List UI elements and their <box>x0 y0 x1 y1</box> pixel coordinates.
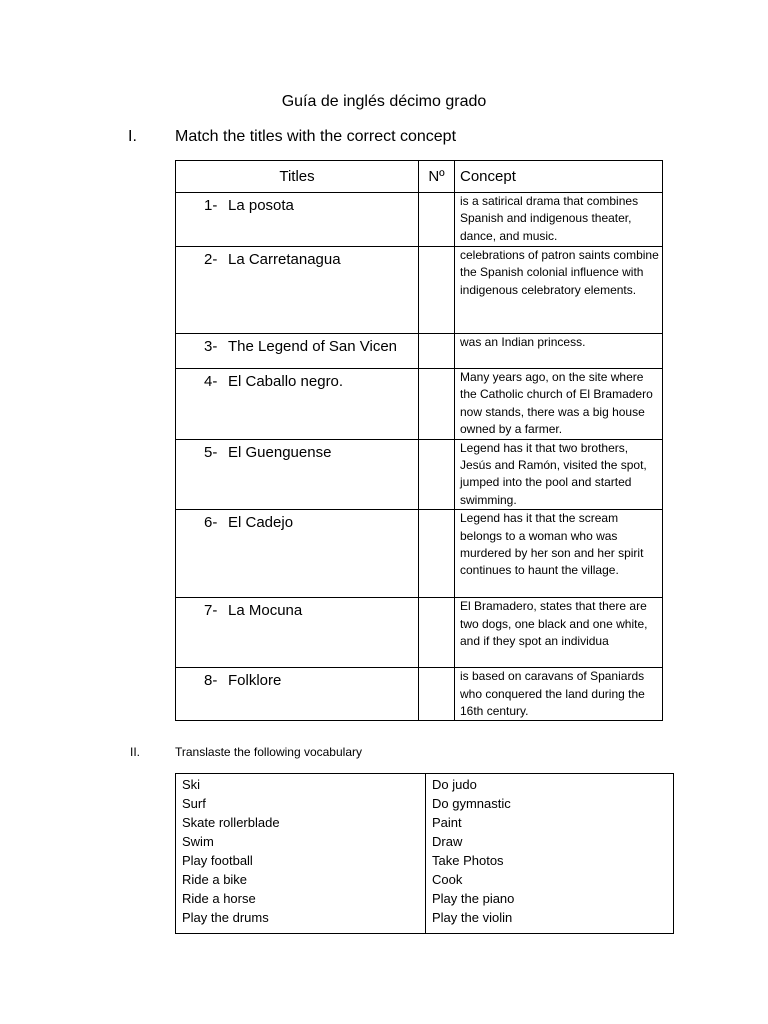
vocab-item: Play the violin <box>432 910 513 925</box>
title-number: 3- <box>204 338 218 355</box>
table-row <box>176 439 663 510</box>
table-row <box>176 510 663 598</box>
vocab-item: Do gymnastic <box>432 796 511 811</box>
header-titles: Titles <box>176 161 419 193</box>
title-cell <box>176 668 419 721</box>
vocab-item: Cook <box>432 872 463 887</box>
section-2-instruction: Translaste the following vocabulary <box>175 745 362 759</box>
table-row <box>176 334 663 369</box>
title-text: El Guenguense <box>228 443 332 461</box>
vocab-item: Paint <box>432 815 462 830</box>
title-text: El Caballo negro. <box>228 373 344 390</box>
section-1-number: I. <box>128 128 137 145</box>
title-cell <box>176 334 419 369</box>
vocab-item: Ski <box>182 777 201 792</box>
vocabulary-right-column <box>426 774 674 934</box>
vocab-item: Draw <box>432 834 463 849</box>
vocab-item: Skate rollerblade <box>182 815 280 830</box>
title-text: Folklore <box>228 672 282 690</box>
table-row <box>176 668 663 721</box>
vocab-item: Surf <box>182 796 206 811</box>
answer-cell[interactable] <box>419 247 455 334</box>
title-text: El Cadejo <box>228 514 294 532</box>
title-text: La Carretanagua <box>228 251 341 268</box>
answer-cell[interactable] <box>419 439 455 510</box>
vocab-item: Ride a horse <box>182 891 256 906</box>
table-row <box>176 369 663 440</box>
title-number: 4- <box>204 373 218 390</box>
title-text: La Mocuna <box>228 602 303 620</box>
matching-header-row <box>176 161 663 193</box>
title-cell <box>176 193 419 247</box>
concept-cell: Legend has it that the scream belongs to a woman who was murdered by her son and her spirit continues to haunt the village. <box>455 510 663 598</box>
answer-cell[interactable] <box>419 334 455 369</box>
title-number: 6- <box>204 514 218 532</box>
vocab-item: Play the piano <box>432 891 515 906</box>
title-cell <box>176 510 419 598</box>
title-number: 8- <box>204 672 218 690</box>
answer-cell[interactable] <box>419 369 455 440</box>
header-number: Nº <box>419 161 455 193</box>
title-number: 2- <box>204 251 218 268</box>
title-number: 5- <box>204 443 218 461</box>
concept-cell: is a satirical drama that combines Spanish and indigenous theater, dance, and music. <box>455 193 663 247</box>
title-cell <box>176 439 419 510</box>
table-row <box>176 193 663 247</box>
answer-cell[interactable] <box>419 193 455 247</box>
vocabulary-left-column <box>176 774 426 934</box>
concept-cell: El Bramadero, states that there are two dogs, one black and one white, and if they spot an individua <box>455 598 663 668</box>
title-number: 1- <box>204 197 218 214</box>
title-cell <box>176 369 419 440</box>
vocab-item: Play football <box>182 853 253 868</box>
vocab-item: Play the drums <box>182 910 269 925</box>
vocab-item: Swim <box>182 834 214 849</box>
answer-cell[interactable] <box>419 598 455 668</box>
concept-cell: celebrations of patron saints combine the Spanish colonial influence with indigenous celebratory elements. <box>455 247 663 334</box>
title-text: The Legend of San Vicen <box>228 338 398 355</box>
title-cell <box>176 598 419 668</box>
matching-table <box>175 160 663 721</box>
table-row <box>176 598 663 668</box>
table-row <box>176 247 663 334</box>
concept-cell: is based on caravans of Spaniards who conquered the land during the 16th century. <box>455 668 663 721</box>
section-1-instruction: Match the titles with the correct concept <box>175 128 457 145</box>
concept-cell: Many years ago, on the site where the Catholic church of El Bramadero now stands, there was a big house owned by a farmer. <box>455 369 663 440</box>
answer-cell[interactable] <box>419 510 455 598</box>
header-concept: Concept <box>455 161 663 193</box>
title-cell <box>176 247 419 334</box>
vocab-item: Do judo <box>432 777 477 792</box>
vocab-item: Take Photos <box>432 853 504 868</box>
section-2-number: II. <box>130 745 141 759</box>
title-text: La posota <box>228 197 294 214</box>
answer-cell[interactable] <box>419 668 455 721</box>
concept-cell: Legend has it that two brothers, Jesús and Ramón, visited the spot, jumped into the pool and started swimming. <box>455 439 663 510</box>
vocabulary-table <box>175 773 674 934</box>
vocab-item: Ride a bike <box>182 872 248 887</box>
page-title: Guía de inglés décimo grado <box>281 93 487 110</box>
concept-cell: was an Indian princess. <box>455 334 663 369</box>
vocabulary-row <box>176 774 674 934</box>
title-number: 7- <box>204 602 218 620</box>
